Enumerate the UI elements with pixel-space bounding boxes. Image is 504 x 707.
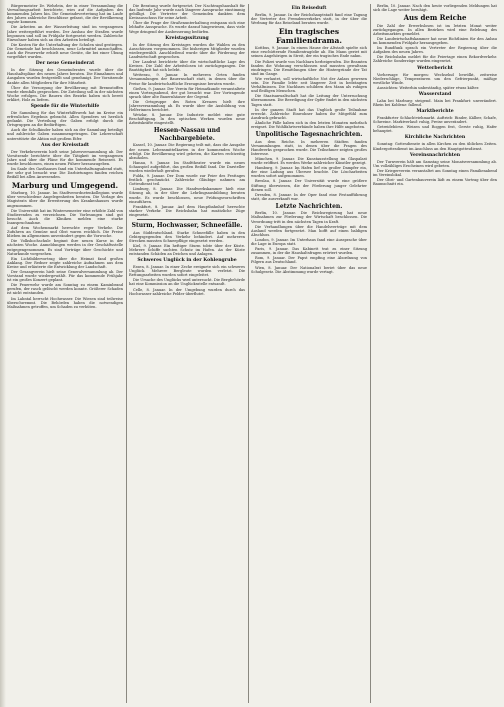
article-paragraph: Lahn bei Marburg: steigend. Main bei Frankfurt: unverändert. Rhein bei Koblenz: fallend. — [373, 98, 497, 107]
column-4 — [373, 4, 497, 703]
article-paragraph: Limburg, 8. Januar. Die Handwerkskammer hielt eine Sitzung ab, in der über die Lehrlingsausbildung beraten wurde. Es wurde beschlossen, neue Prüfungsvorschriften einzuführen. — [129, 187, 245, 204]
article-paragraph: Hamburg, 9. Januar. Im Hafen lief ein großer Dampfer ein, der eine Ladung aus Übersee brachte. Die Löscharbeiten wurden sofort aufgenommen. — [251, 166, 367, 179]
article-paragraph: Aussichten: Weiterhin unbeständig, später etwas kälter. — [377, 85, 480, 90]
column-3 — [251, 4, 367, 703]
column-rule — [126, 4, 127, 703]
article-paragraph: London, 9. Januar. Im Unterhaus fand eine Aussprache über die Lage in Europa statt. — [251, 237, 367, 247]
article-paragraph: Der Turnverein hält am Samstag seine Monatsversammlung ab. Um vollzähliges Erscheinen wird gebeten. — [373, 159, 497, 168]
article-paragraph: Die Arbeiten an der Wasserleitung sind im vergangenen Jahre weitergeführt worden. Der Ausbau der Straßen wurde begonnen und soll im Frühjahr fortgesetzt werden. Zahlreiche Einwohner haben sich an den Arbeiten beteiligt. — [7, 25, 123, 42]
section-separator — [137, 219, 237, 220]
article-paragraph: Breslau, 8. Januar. Der Universität wurde eine größere Stiftung überwiesen, die der Förderung junger Gelehrter dienen soll. — [251, 179, 367, 192]
article-headline: Spende für die Winterhilfe — [30, 103, 100, 109]
article-paragraph: Wetzlar, 8. Januar. Die Industrie meldet eine gute Beschäftigung. In den optischen Werken wurden neue Arbeitskräfte eingestellt. — [129, 113, 245, 126]
article-headline: Unpolitische Tagesnachrichten. — [255, 131, 363, 139]
article-paragraph: Berlin, 10. Januar. Nach den heute vorliegenden Meldungen hat sich die Lage weiter beruhigt. — [373, 4, 497, 13]
article-paragraph: Kiel, 9. Januar. Ein heftiger Sturm tobte über der Küste. Mehrere Schiffe suchten Schutz im Hafen. An der Küste entstanden Schäden an Deichen und Anlagen. — [129, 243, 245, 256]
article-paragraph: Der Landrat berichtete über die wirtschaftliche Lage des Kreises. Die Zahl der Arbeitslosen ist zurückgegangen. Die Bautätigkeit hat sich belebt. — [129, 60, 245, 73]
article-paragraph: Die Kosten für die Unterhaltung der Schulen sind gestiegen. Die Gemeinde hat beschlossen, neue Lehrmittel anzuschaffen. Auch die Feuerwehr erhielt neue Geräte, die bei einer Übung vorgeführt wurden. — [7, 42, 123, 60]
column-1 — [7, 4, 123, 703]
article-paragraph: Die Volkshochschule beginnt ihre neuen Kurse in der nächsten Woche. Anmeldungen werden in der Geschäftsstelle entgegengenommen. Es sind Vorträge über Geschichte und Naturkunde vorgesehen. — [7, 239, 123, 256]
article-paragraph: Über die Versorgung der Bevölkerung mit Brennstoffen wurde ebenfalls gesprochen. Die Zuteilung soll in der nächsten Woche erfolgen. Die Bauern des Bezirks haben sich bereit erklärt, Holz zu liefern. — [7, 85, 123, 102]
article-paragraph: Im Rundfunk sprach ein Vertreter der Regierung über die Aufgaben des neuen Jahres. — [373, 46, 497, 55]
article-paragraph: Wetterau, 9. Januar. In mehreren Orten fanden Versammlungen der Bauernschaft statt, in denen über die Preise für landwirtschaftliche Erzeugnisse beraten wurde. — [129, 73, 245, 86]
article-paragraph: Aus Süddeutschland. Starke Schneefälle haben in den Gebirgsgegenden den Verkehr behindert. Auf mehreren Strecken mussten Schneepflüge eingesetzt werden. — [129, 230, 245, 243]
article-paragraph: Sonntag: Gottesdienste in allen Kirchen zu den üblichen Zeiten. Kindergottesdienst im Anschluss an den Hauptgottesdienst. — [373, 142, 497, 151]
article-paragraph: Berlin, 10. Januar. Die Reichsregierung hat neue Maßnahmen zur Förderung der Wirtschaft beschlossen. Die Verordnung tritt in den nächsten Tagen in Kraft. — [251, 211, 367, 224]
article-paragraph: Die Feuerwehr wurde am Sonntag zu einem Kaminbrand gerufen, der rasch gelöscht werden konnte. Größerer Schaden ist nicht entstanden. — [7, 283, 123, 296]
article-paragraph: Getreidebörse. Weizen und Roggen fest, Gerste ruhig, Hafer behauptet. — [373, 125, 497, 134]
article-paragraph: In der Sitzung des Kreistages wurden die Wahlen zu den Ausschüssen vorgenommen. Die bisherigen Mitglieder wurden wiedergewählt. Anschließend wurde über die Förderung der Landwirtschaft gesprochen. — [129, 42, 245, 59]
article-paragraph: Paris, 9. Januar. Das Kabinett trat zu einer Sitzung zusammen, in der die Haushaltsfragen erörtert wurden. — [251, 247, 367, 256]
article-paragraph: Frankfurter Schlachtviehmarkt. Auftrieb: Rinder, Kälber, Schafe, Schweine. Marktverlauf: ruhig, Preise unverändert. — [373, 116, 497, 125]
article-headline: Aus der Kreisstadt — [41, 142, 89, 148]
article-paragraph: Ähnliche Fälle haben sich in den letzten Monaten mehrfach ereignet. Die Wohlfahrtsverbände haben ihre Hilfe angeboten. — [251, 120, 367, 129]
article-paragraph: Rom, 9. Januar. Der Papst empfing eine Abordnung von Pilgern aus Deutschland. — [251, 256, 367, 265]
article-paragraph: Kottbus, 9. Januar. In einem Hause der Altstadt spielte sich eine erschütternde Familientragödie ab. Ein Mann geriet mit seinen Angehörigen in Streit, der ein tragisches Ende nahm. — [251, 46, 367, 59]
article-paragraph: Auch die Schulkinder haben sich an der Sammlung beteiligt und zahlreiche Gaben zusammengetragen. Die Lehrerschaft unterstützte die Aktion mit großem Eifer. — [7, 128, 123, 141]
article-headline: Wasserstand — [418, 91, 452, 97]
article-paragraph: Die Staatsanwaltschaft hat die Leitung der Untersuchung übernommen. Die Beerdigung der Opfer findet in den nächsten Tagen statt. — [251, 94, 367, 107]
article-paragraph: Die Ursache des Unglücks wird untersucht. Die Bergbehörde hat eine Kommission an die Unglücksstelle entsandt. — [129, 278, 245, 287]
article-paragraph: Aus dem Reiche. In mehreren Städten fanden Versammlungen statt, in denen über die Fragen des Handwerks gesprochen wurde. Die Teilnehmer zeigten großes Interesse. — [251, 139, 367, 156]
article-headline: Marburg und Umgegend. — [11, 181, 119, 191]
article-paragraph: Die Polizei wurde von Nachbarn herbeigerufen. Die Beamten fanden die Wohnung verschlossen und mussten gewaltsam eindringen. Die Ermittlungen über die Hintergründe der Tat sind im Gange. — [251, 59, 367, 76]
article-paragraph: München, 9. Januar. Die Kunstausstellung im Glaspalast wurde eröffnet. Es werden Werke zahlreicher Künstler gezeigt. — [251, 156, 367, 166]
article-paragraph: Ein Lichtbildervortrag über die Heimat fand großen Anklang. Der Redner zeigte zahlreiche Aufnahmen aus dem Kreise und erläuterte die Entwicklung der Landschaft. — [7, 256, 123, 269]
article-paragraph: Dresden, 8. Januar. In der Oper fand eine Festaufführung statt, die ausverkauft war. — [251, 192, 367, 201]
article-headline: Letzte Nachrichten. — [275, 202, 343, 210]
article-paragraph: Bürgermeister Dr. Wehrlein, der in einer Versammlung die Verwaltungsarbeit berichtete, wies auf die Aufgaben des kommenden Jahres hin. Die Gemeindevertretung hat im Laufe des Jahres zahlreiche Beschlüsse gefasst, die der Bevölkerung zugute kommen. — [7, 4, 123, 25]
article-paragraph: Im Saale des Gasthauses fand ein Unterhaltungsabend statt, der sehr gut besucht war. Die Darbietungen fanden reichen Beifall bei allen Anwesenden. — [7, 167, 123, 180]
article-headline: Sturm, Hochwasser, Schneefälle. — [131, 222, 243, 230]
column-rule — [370, 4, 371, 703]
article-headline: Aus dem Reiche — [403, 13, 467, 23]
article-paragraph: Der Verkehrsverein hielt seine Jahresversammlung ab. Der Vorsitzende berichtete über die Tätigkeit im vergangenen Jahre und über die Pläne für die kommende Reisezeit. Es wurde beschlossen, einen neuen Führer herauszugeben. — [7, 149, 123, 166]
article-headline: Ein Reiseduft — [291, 6, 327, 11]
article-paragraph: Fulda, 9. Januar. Der Dom wurde zur Feier des Festtages festlich geschmückt. Zahlreiche Gläubige nahmen am Gottesdienst teil. — [129, 174, 245, 187]
article-paragraph: Celle, 8. Januar. In der Umgebung wurden durch das Hochwasser zahlreiche Felder überflutet. — [129, 287, 245, 296]
column-rule — [248, 4, 249, 703]
article-paragraph: Wien, 8. Januar. Der Nationalrat beriet über das neue Schulgesetz. Die Abstimmung wurde vertagt. — [251, 265, 367, 274]
article-paragraph: Der Obst- und Gartenbauverein lädt zu einem Vortrag über den Baumschnitt ein. — [373, 178, 497, 187]
article-paragraph: Kassel, 10. Januar. Die Regierung teilt mit, dass die Ausgabe der neuen Lebensmittelkarten in der kommenden Woche erfolgt. Die Bevölkerung wird gebeten, die Karten rechtzeitig abzuholen. — [129, 143, 245, 160]
article-paragraph: Berlin, 9. Januar. In der Reichshauptstadt fand eine Tagung der Vertreter des Fremdenverkehrs statt, in der über die Werbung für das Reiseland beraten wurde. — [251, 13, 367, 26]
article-paragraph: In der ganzen Stadt hat das Unglück große Teilnahme erweckt. Zahlreiche Einwohner haben ihr Mitgefühl zum Ausdruck gebracht. — [251, 107, 367, 120]
column-2 — [129, 4, 245, 703]
article-headline: Kirchliche Nachrichten — [404, 135, 466, 141]
article-headline: Wetterbericht — [417, 65, 453, 71]
article-paragraph: Die Zahl der Erwerbslosen ist im letzten Monat weiter zurückgegangen. In allen Bezirken wird eine Belebung des Arbeitsmarktes gemeldet. — [373, 23, 497, 36]
article-paragraph: Frankfurt, 8. Januar. Auf dem Hauptbahnhof herrschte starker Verkehr. Die Reichsbahn hat zusätzliche Züge eingesetzt. — [129, 204, 245, 217]
article-paragraph: In der Sitzung des Gemeinderates wurde über die Haushaltspläne des neuen Jahres beraten. Die Einnahmen und Ausgaben wurden festgestellt und genehmigt. Der Vorsitzende dankte allen Mitgliedern für ihre Mitarbeit. — [7, 68, 123, 85]
article-paragraph: Auf dem Wochenmarkt herrschte reger Verkehr. Die Zufuhren an Gemüse und Obst waren reichlich. Die Preise blieben im allgemeinen unverändert gegen die Vorwoche. — [7, 226, 123, 239]
article-paragraph: Die Beratung wurde fortgesetzt. Der Nachtragshaushalt für das laufende Jahr wurde nach längerer Aussprache einstimmig gebilligt. Die Vertreter der Gemeinden dankten dem Kreisausschuss für seine Arbeit. — [129, 4, 245, 21]
article-headline: Vereinsnachrichten — [409, 152, 461, 158]
article-paragraph: Hanau, 9. Januar. Im Stadttheater wurde ein neues Schauspiel aufgeführt, das großen Beifall fand. Die Darsteller wurden wiederholt gerufen. — [129, 160, 245, 173]
article-paragraph: Die Landwirtschaftskammer hat neue Richtlinien für den Anbau im kommenden Frühjahr herausgegeben. — [373, 36, 497, 46]
article-paragraph: Über die Frage der Straßenunterhaltung entspann sich eine lebhafte Aussprache. Es wurde darauf hingewiesen, dass viele Wege dringend der Ausbesserung bedürfen. — [129, 21, 245, 34]
article-headline: Ein tragisches Familiendrama. — [276, 27, 342, 46]
article-headline: Marktberichte — [416, 109, 454, 115]
article-paragraph: Der Kriegerverein veranstaltet am Sonntag einen Familienabend im Vereinslokal. — [373, 168, 497, 177]
article-paragraph: Essen, 8. Januar. In einer Zeche ereignete sich ein schweres Unglück. Mehrere Bergleute wurden verletzt. Die Rettungsarbeiten wurden sofort eingeleitet. — [129, 265, 245, 278]
article-paragraph: Vorhersage für morgen: Wechselnd bewölkt, zeitweise Niederschläge, Temperaturen um den Gefrierpunkt, mäßige westliche Winde. — [373, 72, 497, 85]
article-paragraph: Die Sammlung für das Winterhilfswerk hat im Kreise ein erfreuliches Ergebnis gebracht. Allen Spendern sei herzlich gedankt. Die Verteilung der Gaben erfolgt durch die Ortsgruppen an die Bedürftigen. — [7, 110, 123, 128]
article-paragraph: Marburg, 10. Januar. Im Stadtverordnetenkollegium wurde über verschiedene Angelegenheiten beraten. Die Vorlage des Magistrats über die Erweiterung des Krankenhauses wurde angenommen. — [7, 191, 123, 208]
article-paragraph: Die Verhandlungen über die Handelsverträge mit dem Ausland werden fortgesetzt. Man hofft auf einen baldigen Abschluss. — [251, 224, 367, 237]
article-paragraph: Im Lahntal herrscht Hochwasser. Die Wiesen sind teilweise überschwemmt. Die Behörden haben die notwendigen Maßnahmen getroffen, um Schaden zu verhüten. — [7, 296, 123, 309]
article-paragraph: Wie verlautet, soll wirtschaftliche Not der Anlass gewesen sein. Die Familie lebte seit längerer Zeit in bedrängten Verhältnissen. Die Nachbarn schildern den Mann als ruhigen und fleißigen Menschen. — [251, 76, 367, 94]
article-headline: Kreistagssitzung — [165, 35, 209, 41]
article-paragraph: Die Reichsbahn meldet für die Feiertage einen Rekordverkehr. Zahlreiche Sonderzüge wurden eingesetzt. — [373, 55, 497, 64]
article-paragraph: Gießen, 9. Januar. Der Verein für Heimatkunde veranstaltete einen Vortragsabend, der gut besucht war. Der Vortragende sprach über alte Bauernhäuser der Gegend. — [129, 86, 245, 99]
article-paragraph: Die Ortsgruppe des Roten Kreuzes hielt ihre Jahresversammlung ab. Es wurde über die Ausbildung von Helferinnen berichtet. — [129, 99, 245, 113]
article-headline: Hessen-Nassau und Nachbargebiete. — [153, 127, 221, 142]
page-fold-shadow — [0, 0, 6, 707]
article-paragraph: Der Gesangverein hielt seine Generalversammlung ab. Der Vorstand wurde wiedergewählt. Für das kommende Frühjahr ist ein großes Konzert geplant. — [7, 269, 123, 283]
article-headline: Der neue Gemeinderat — [35, 61, 95, 67]
article-paragraph: Die Universität hat im Wintersemester eine erhöhte Zahl von Studierenden zu verzeichnen. Die Vorlesungen sind gut besucht. Auch die Kliniken melden eine starke Inanspruchnahme. — [7, 208, 123, 225]
article-headline: Schweres Unglück in der Kohlengrube — [137, 258, 237, 264]
